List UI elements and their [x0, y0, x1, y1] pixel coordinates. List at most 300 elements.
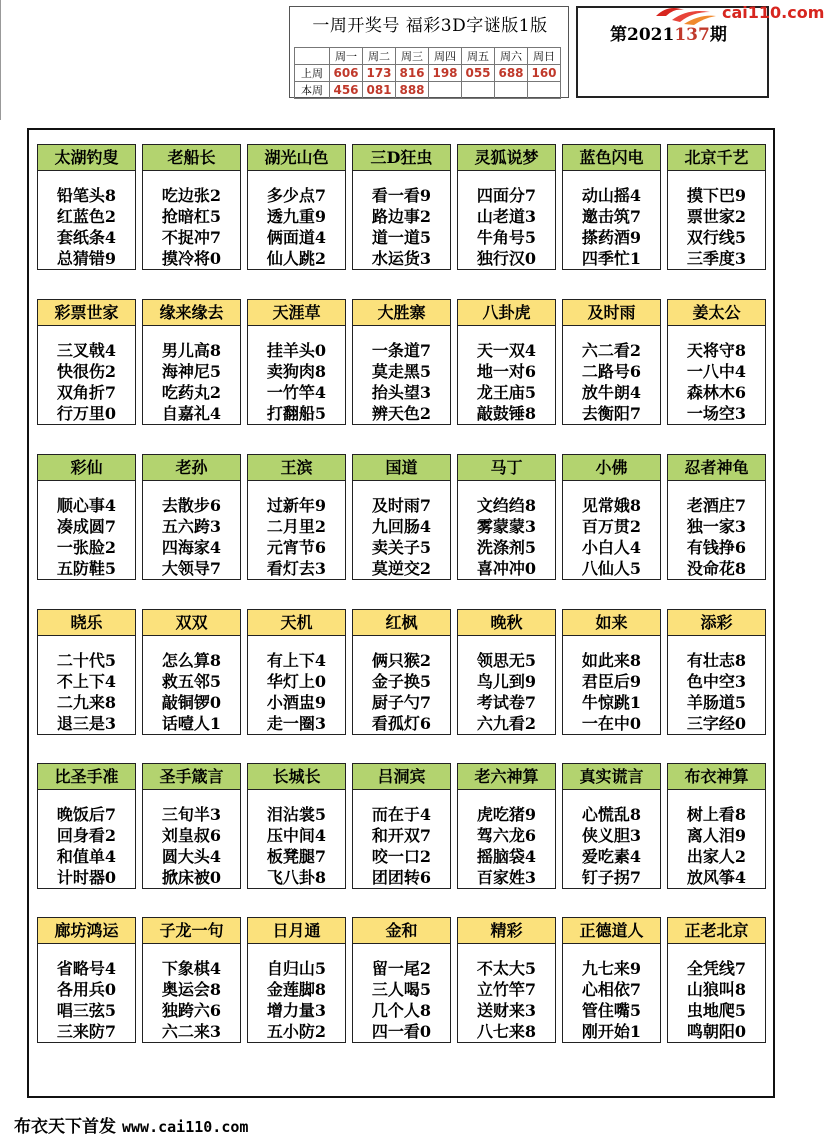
riddle-card	[457, 144, 556, 270]
day-label: 周三	[396, 48, 429, 65]
days-row	[295, 48, 561, 65]
riddle-line: 敲鼓锤8	[476, 404, 537, 423]
card-lines	[353, 944, 450, 1042]
riddle-card	[142, 144, 241, 270]
card-title: 老孙	[143, 455, 240, 481]
issue-suffix: 期	[709, 25, 727, 45]
riddle-line: 搽药酒9	[581, 228, 642, 247]
card-title: 红枫	[353, 610, 450, 636]
card-lines	[668, 171, 765, 269]
riddle-card	[562, 763, 661, 889]
card-title: 大胜寨	[353, 300, 450, 326]
riddle-line: 独跨六6	[161, 1001, 222, 1020]
riddle-line: 四面分7	[476, 186, 537, 205]
riddle-card	[667, 609, 766, 735]
card-title: 晚秋	[458, 610, 555, 636]
riddle-line: 三季度3	[686, 249, 747, 268]
riddle-line: 刚开始1	[581, 1022, 642, 1041]
riddle-line: 小酒盅9	[266, 693, 327, 712]
card-title: 比圣手准	[38, 764, 135, 790]
riddle-line: 大领导7	[161, 559, 222, 578]
riddle-line: 留一尾2	[371, 959, 432, 978]
riddle-line: 打翻船5	[266, 404, 327, 423]
draw-number: 816	[396, 65, 429, 82]
riddle-line: 透九重9	[266, 207, 327, 226]
riddle-line: 六二来3	[161, 1022, 222, 1041]
card-lines	[668, 636, 765, 734]
card-lines	[353, 326, 450, 424]
riddle-line: 各用兵0	[56, 980, 117, 999]
riddle-line: 驾六龙6	[476, 826, 537, 845]
draw-number: 456	[330, 82, 363, 99]
riddle-line: 如此来8	[581, 651, 642, 670]
riddle-line: 离人泪9	[686, 826, 747, 845]
riddle-line: 小白人4	[581, 538, 642, 557]
riddle-card	[247, 144, 346, 270]
card-title: 及时雨	[563, 300, 660, 326]
row-label: 上周	[295, 65, 330, 82]
card-lines	[38, 171, 135, 269]
riddle-line: 二九来8	[56, 693, 117, 712]
riddle-line: 一条道7	[371, 341, 432, 360]
riddle-line: 挂羊头0	[266, 341, 327, 360]
riddle-line: 六九看2	[476, 714, 537, 733]
riddle-line: 及时雨7	[371, 496, 432, 515]
riddle-line: 行万里0	[56, 404, 117, 423]
page-title: 一周开奖号 福彩3D字谜版1版	[312, 16, 548, 36]
riddle-line: 老酒庄7	[686, 496, 747, 515]
card-lines	[38, 481, 135, 579]
riddle-card	[667, 299, 766, 425]
riddle-card	[37, 917, 136, 1043]
riddle-line: 二月里2	[266, 517, 327, 536]
riddle-line: 牛角号5	[476, 228, 537, 247]
riddle-line: 华灯上0	[266, 672, 327, 691]
card-lines	[563, 171, 660, 269]
riddle-line: 看一看9	[371, 186, 432, 205]
riddle-card	[457, 763, 556, 889]
riddle-line: 抬头望3	[371, 383, 432, 402]
riddle-line: 牛惊跳1	[581, 693, 642, 712]
issue-prefix: 第2021	[610, 25, 675, 45]
card-title: 老船长	[143, 145, 240, 171]
riddle-line: 奥运会8	[161, 980, 222, 999]
card-lines	[563, 790, 660, 888]
draw-number: 055	[462, 65, 495, 82]
card-title: 蓝色闪电	[563, 145, 660, 171]
riddle-line: 不捉冲7	[161, 228, 222, 247]
card-title: 缘来缘去	[143, 300, 240, 326]
riddle-line: 金子换5	[371, 672, 432, 691]
riddle-line: 羊肠道5	[686, 693, 747, 712]
riddle-line: 看灯去3	[266, 559, 327, 578]
riddle-card	[247, 299, 346, 425]
day-label: 周一	[330, 48, 363, 65]
riddle-card	[352, 917, 451, 1043]
riddle-line: 文绉绉8	[476, 496, 537, 515]
card-title: 正德道人	[563, 918, 660, 944]
card-lines	[668, 326, 765, 424]
draw-number: 606	[330, 65, 363, 82]
card-lines	[248, 481, 345, 579]
card-title: 天机	[248, 610, 345, 636]
card-title: 八卦虎	[458, 300, 555, 326]
card-title: 圣手箴言	[143, 764, 240, 790]
riddle-line: 去散步6	[161, 496, 222, 515]
riddle-line: 厨子勺7	[371, 693, 432, 712]
riddle-card	[562, 299, 661, 425]
card-lines	[143, 636, 240, 734]
riddle-line: 双角折7	[56, 383, 117, 402]
riddle-line: 三旬半3	[161, 805, 222, 824]
card-lines	[143, 326, 240, 424]
riddle-line: 回身看2	[56, 826, 117, 845]
row-label: 本周	[295, 82, 330, 99]
card-lines	[458, 944, 555, 1042]
card-lines	[458, 481, 555, 579]
riddle-card	[667, 917, 766, 1043]
riddle-card	[457, 299, 556, 425]
riddle-line: 压中间4	[266, 826, 327, 845]
draw-number: 198	[429, 65, 462, 82]
riddle-line: 独行汉0	[476, 249, 537, 268]
card-title: 马丁	[458, 455, 555, 481]
riddle-card	[457, 609, 556, 735]
riddle-line: 过新年9	[266, 496, 327, 515]
riddle-line: 鸣朝阳0	[686, 1022, 747, 1041]
card-title: 王滨	[248, 455, 345, 481]
riddle-line: 邀击筑7	[581, 207, 642, 226]
riddle-line: 一竹竿4	[266, 383, 327, 402]
riddle-line: 五六跨3	[161, 517, 222, 536]
day-label: 周五	[462, 48, 495, 65]
card-lines	[563, 481, 660, 579]
riddle-line: 八七来8	[476, 1022, 537, 1041]
riddle-line: 有上下4	[266, 651, 327, 670]
draw-number: 888	[396, 82, 429, 99]
riddle-line: 五防鞋5	[56, 559, 117, 578]
card-title: 日月通	[248, 918, 345, 944]
riddle-line: 板凳腿7	[266, 847, 327, 866]
riddle-line: 立竹竿7	[476, 980, 537, 999]
riddle-line: 男儿高8	[161, 341, 222, 360]
riddle-board	[27, 128, 775, 1098]
riddle-line: 有钱挣6	[686, 538, 747, 557]
card-lines	[458, 636, 555, 734]
footer-url[interactable]: www.cai110.com	[122, 1118, 249, 1136]
riddle-line: 放风筝4	[686, 868, 747, 887]
draw-number: 081	[363, 82, 396, 99]
riddle-line: 地一对6	[476, 362, 537, 381]
riddle-card	[37, 299, 136, 425]
site-logo[interactable]	[650, 0, 824, 28]
draw-number	[495, 82, 528, 99]
card-title: 姜太公	[668, 300, 765, 326]
riddle-card	[142, 917, 241, 1043]
riddle-line: 不上下4	[56, 672, 117, 691]
riddle-card	[562, 609, 661, 735]
riddle-line: 百家姓3	[476, 868, 537, 887]
last-week-row	[295, 65, 561, 82]
riddle-card	[37, 454, 136, 580]
riddle-line: 卖关子5	[371, 538, 432, 557]
riddle-card	[352, 144, 451, 270]
riddle-line: 票世家2	[686, 207, 747, 226]
riddle-line: 一在中0	[581, 714, 642, 733]
riddle-line: 送财来3	[476, 1001, 537, 1020]
riddle-line: 刘皇叔6	[161, 826, 222, 845]
this-week-row	[295, 82, 561, 99]
riddle-line: 管住嘴5	[581, 1001, 642, 1020]
riddle-line: 洗涤剂5	[476, 538, 537, 557]
draw-history-table	[294, 47, 561, 99]
draw-number: 160	[528, 65, 561, 82]
card-title: 正老北京	[668, 918, 765, 944]
riddle-line: 唱三弦5	[56, 1001, 117, 1020]
card-lines	[353, 636, 450, 734]
riddle-line: 总猜错9	[56, 249, 117, 268]
riddle-line: 红蓝色2	[56, 207, 117, 226]
riddle-card	[352, 454, 451, 580]
card-lines	[353, 171, 450, 269]
riddle-line: 卖狗肉8	[266, 362, 327, 381]
riddle-line: 百万贯2	[581, 517, 642, 536]
card-title: 金和	[353, 918, 450, 944]
day-label: 周二	[363, 48, 396, 65]
riddle-card	[667, 763, 766, 889]
riddle-card	[352, 609, 451, 735]
card-title: 彩仙	[38, 455, 135, 481]
riddle-card	[562, 917, 661, 1043]
draw-number	[462, 82, 495, 99]
riddle-line: 和开双7	[371, 826, 432, 845]
card-title: 廊坊鸿运	[38, 918, 135, 944]
riddle-line: 心慌乱8	[581, 805, 642, 824]
riddle-line: 六二看2	[581, 341, 642, 360]
riddle-line: 走一圈3	[266, 714, 327, 733]
riddle-line: 三人喝5	[371, 980, 432, 999]
riddle-line: 四海家4	[161, 538, 222, 557]
riddle-line: 抢暗杠5	[161, 207, 222, 226]
riddle-line: 套纸条4	[56, 228, 117, 247]
riddle-line: 咬一口2	[371, 847, 432, 866]
draw-number	[528, 82, 561, 99]
riddle-line: 一场空3	[686, 404, 747, 423]
riddle-line: 不太大5	[476, 959, 537, 978]
card-lines	[248, 326, 345, 424]
card-lines	[143, 481, 240, 579]
card-lines	[143, 790, 240, 888]
riddle-line: 树上看8	[686, 805, 747, 824]
riddle-line: 元宵节6	[266, 538, 327, 557]
logo-text: cai110.com	[722, 3, 824, 22]
riddle-line: 道一道5	[371, 228, 432, 247]
riddle-line: 见常娥8	[581, 496, 642, 515]
riddle-line: 四一看0	[371, 1022, 432, 1041]
riddle-line: 虎吃猪9	[476, 805, 537, 824]
riddle-line: 莫逆交2	[371, 559, 432, 578]
card-lines	[38, 944, 135, 1042]
card-title: 精彩	[458, 918, 555, 944]
riddle-line: 顺心事4	[56, 496, 117, 515]
card-lines	[563, 636, 660, 734]
card-title: 长城长	[248, 764, 345, 790]
card-lines	[668, 790, 765, 888]
riddle-line: 摸下巴9	[686, 186, 747, 205]
card-title: 吕洞宾	[353, 764, 450, 790]
riddle-line: 九回肠4	[371, 517, 432, 536]
riddle-card	[352, 763, 451, 889]
riddle-line: 俩面道4	[266, 228, 327, 247]
riddle-line: 鸟儿到9	[476, 672, 537, 691]
draw-number	[429, 82, 462, 99]
riddle-line: 自归山5	[266, 959, 327, 978]
riddle-line: 天一双4	[476, 341, 537, 360]
riddle-line: 三来防7	[56, 1022, 117, 1041]
riddle-line: 吃边张2	[161, 186, 222, 205]
riddle-line: 凑成圆7	[56, 517, 117, 536]
card-title: 天涯草	[248, 300, 345, 326]
riddle-line: 晚饭后7	[56, 805, 117, 824]
riddle-line: 君臣后9	[581, 672, 642, 691]
riddle-line: 双行线5	[686, 228, 747, 247]
riddle-line: 海神尼5	[161, 362, 222, 381]
riddle-line: 三叉戟4	[56, 341, 117, 360]
riddle-line: 有壮志8	[686, 651, 747, 670]
card-lines	[563, 326, 660, 424]
card-lines	[248, 171, 345, 269]
riddle-line: 五小防2	[266, 1022, 327, 1041]
card-lines	[38, 326, 135, 424]
riddle-line: 色中空3	[686, 672, 747, 691]
riddle-line: 喜冲冲0	[476, 559, 537, 578]
day-label: 周四	[429, 48, 462, 65]
card-lines	[668, 944, 765, 1042]
riddle-line: 三字经0	[686, 714, 747, 733]
card-title: 三D狂虫	[353, 145, 450, 171]
riddle-line: 没命花8	[686, 559, 747, 578]
riddle-card	[37, 609, 136, 735]
frame-edge	[0, 0, 1, 120]
riddle-card	[37, 144, 136, 270]
card-lines	[668, 481, 765, 579]
riddle-line: 领思无5	[476, 651, 537, 670]
riddle-line: 天将守8	[686, 341, 747, 360]
riddle-line: 飞八卦8	[266, 868, 327, 887]
riddle-card	[667, 454, 766, 580]
riddle-line: 莫走黑5	[371, 362, 432, 381]
day-label: 周日	[528, 48, 561, 65]
riddle-line: 而在于4	[371, 805, 432, 824]
riddle-card	[247, 454, 346, 580]
riddle-line: 水运货3	[371, 249, 432, 268]
riddle-line: 下象棋4	[161, 959, 222, 978]
riddle-card	[142, 763, 241, 889]
draw-number: 688	[495, 65, 528, 82]
card-lines	[143, 944, 240, 1042]
card-title: 忍者神龟	[668, 455, 765, 481]
riddle-line: 动山摇4	[581, 186, 642, 205]
card-lines	[38, 790, 135, 888]
riddle-line: 一张脸2	[56, 538, 117, 557]
riddle-line: 增力量3	[266, 1001, 327, 1020]
card-title: 布衣神算	[668, 764, 765, 790]
riddle-line: 去衡阳7	[581, 404, 642, 423]
riddle-line: 摇脑袋4	[476, 847, 537, 866]
riddle-line: 放牛朗4	[581, 383, 642, 402]
card-title: 湖光山色	[248, 145, 345, 171]
riddle-line: 八仙人5	[581, 559, 642, 578]
card-lines	[563, 944, 660, 1042]
riddle-line: 雾蒙蒙3	[476, 517, 537, 536]
riddle-card	[142, 609, 241, 735]
riddle-line: 退三是3	[56, 714, 117, 733]
card-lines	[248, 790, 345, 888]
card-title: 国道	[353, 455, 450, 481]
riddle-line: 话噎人1	[161, 714, 222, 733]
riddle-line: 九七来9	[581, 959, 642, 978]
card-title: 灵狐说梦	[458, 145, 555, 171]
day-label: 周六	[495, 48, 528, 65]
card-lines	[143, 171, 240, 269]
card-title: 彩票世家	[38, 300, 135, 326]
riddle-line: 心相依7	[581, 980, 642, 999]
riddle-line: 金莲脚8	[266, 980, 327, 999]
riddle-line: 自嘉礼4	[161, 404, 222, 423]
riddle-line: 省略号4	[56, 959, 117, 978]
riddle-line: 多少点7	[266, 186, 327, 205]
riddle-line: 虫地爬5	[686, 1001, 747, 1020]
riddle-line: 泪沾裳5	[266, 805, 327, 824]
riddle-card	[352, 299, 451, 425]
card-lines	[458, 171, 555, 269]
riddle-line: 山狼叫8	[686, 980, 747, 999]
card-lines	[248, 944, 345, 1042]
logo-icon	[650, 0, 720, 26]
riddle-line: 摸冷将0	[161, 249, 222, 268]
riddle-line: 钉子拐7	[581, 868, 642, 887]
riddle-card	[562, 454, 661, 580]
riddle-line: 二十代5	[56, 651, 117, 670]
card-lines	[458, 790, 555, 888]
riddle-line: 怎么算8	[161, 651, 222, 670]
riddle-line: 看孤灯6	[371, 714, 432, 733]
issue-number: 137	[674, 25, 710, 45]
riddle-line: 仙人跳2	[266, 249, 327, 268]
riddle-line: 全凭线7	[686, 959, 747, 978]
card-title: 真实谎言	[563, 764, 660, 790]
card-title: 太湖钓叟	[38, 145, 135, 171]
riddle-line: 吃药丸2	[161, 383, 222, 402]
riddle-card	[142, 299, 241, 425]
riddle-line: 几个人8	[371, 1001, 432, 1020]
riddle-card	[247, 763, 346, 889]
riddle-line: 救五邻5	[161, 672, 222, 691]
riddle-line: 一八中4	[686, 362, 747, 381]
card-title: 添彩	[668, 610, 765, 636]
card-lines	[248, 636, 345, 734]
riddle-card	[667, 144, 766, 270]
riddle-line: 敲铜锣0	[161, 693, 222, 712]
riddle-line: 计时器0	[56, 868, 117, 887]
riddle-card	[457, 454, 556, 580]
riddle-line: 路边事2	[371, 207, 432, 226]
card-title: 小佛	[563, 455, 660, 481]
riddle-card	[247, 917, 346, 1043]
riddle-line: 铅笔头8	[56, 186, 117, 205]
riddle-line: 侠义胆3	[581, 826, 642, 845]
riddle-line: 团团转6	[371, 868, 432, 887]
